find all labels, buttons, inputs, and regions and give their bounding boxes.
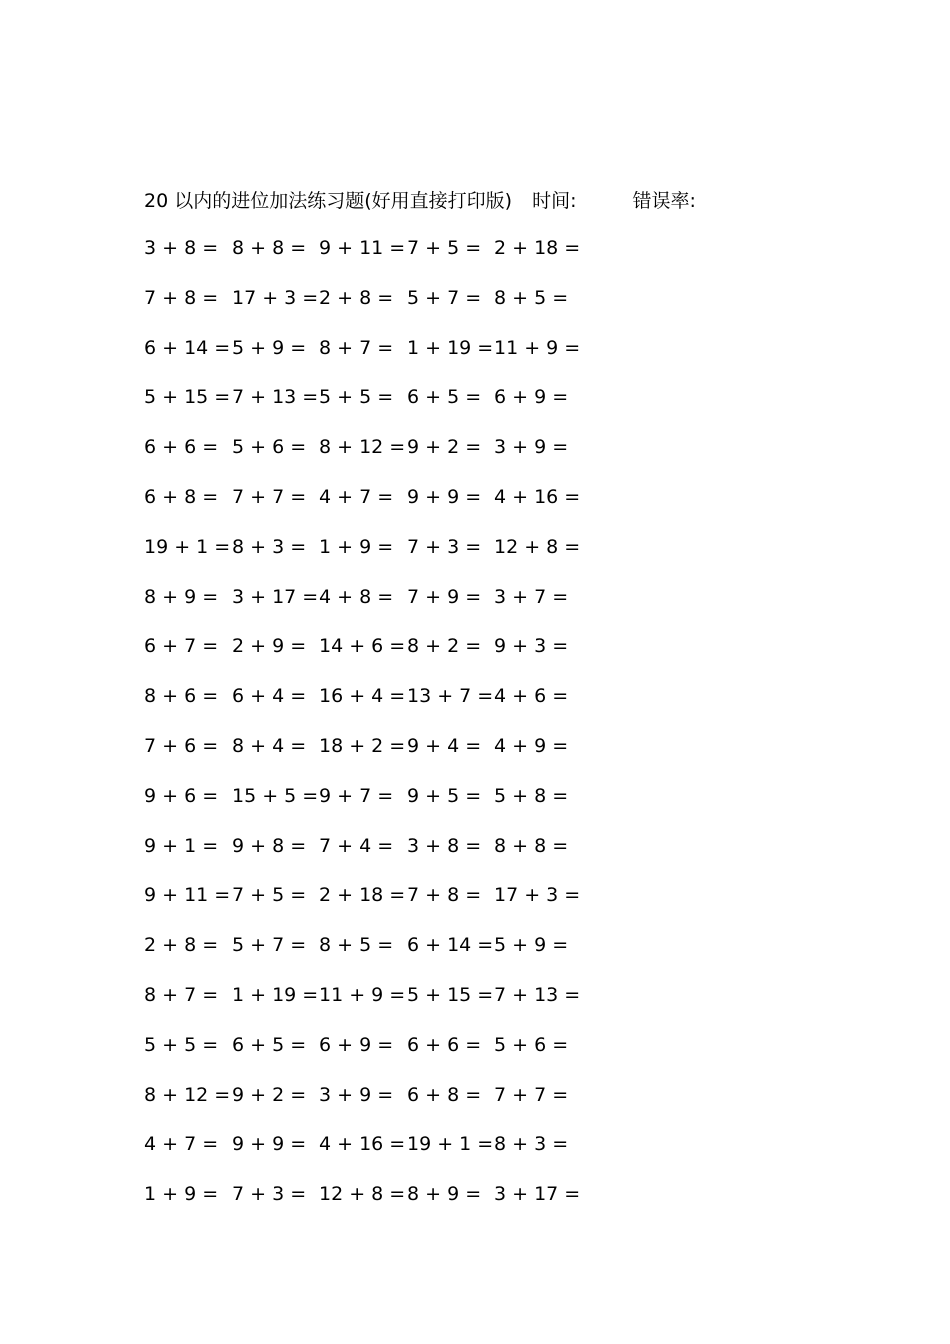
problem-row <box>144 722 614 772</box>
addition-problem: 6 + 6 = <box>407 1033 482 1056</box>
problem-row <box>144 921 614 971</box>
time-label: 时间: <box>532 190 577 212</box>
addition-problem: 3 + 17 = <box>232 585 319 608</box>
addition-problem: 9 + 8 = <box>232 834 307 857</box>
addition-problem: 9 + 1 = <box>144 834 219 857</box>
addition-problem: 11 + 9 = <box>319 983 406 1006</box>
addition-problem: 3 + 8 = <box>407 834 482 857</box>
problem-row <box>144 1170 614 1220</box>
problem-row <box>144 672 614 722</box>
addition-problem: 9 + 11 = <box>319 237 406 259</box>
addition-problem: 9 + 5 = <box>407 784 482 807</box>
addition-problem: 6 + 14 = <box>144 336 231 359</box>
problem-row <box>144 871 614 921</box>
addition-problem: 9 + 9 = <box>407 485 482 508</box>
addition-problem: 6 + 9 = <box>319 1033 394 1056</box>
addition-problem: 5 + 9 = <box>494 934 569 957</box>
addition-problem: 7 + 9 = <box>407 585 482 608</box>
addition-problem: 2 + 8 = <box>319 286 394 309</box>
addition-problem: 6 + 6 = <box>144 436 219 459</box>
addition-problem: 8 + 5 = <box>319 934 394 957</box>
problem-row <box>144 772 614 822</box>
problem-row <box>144 971 614 1021</box>
addition-problem: 4 + 6 = <box>494 685 569 708</box>
problem-row <box>144 822 614 872</box>
addition-problem: 4 + 8 = <box>319 585 394 608</box>
addition-problem: 8 + 3 = <box>232 535 307 558</box>
addition-problem: 14 + 6 = <box>319 635 406 658</box>
addition-problem: 19 + 1 = <box>144 535 231 558</box>
addition-problem: 4 + 16 = <box>494 485 581 508</box>
addition-problem: 5 + 6 = <box>232 436 307 459</box>
addition-problem: 9 + 7 = <box>319 784 394 807</box>
addition-problem: 8 + 8 = <box>494 834 569 857</box>
addition-problem: 8 + 8 = <box>232 237 307 259</box>
addition-problem: 7 + 3 = <box>407 535 482 558</box>
addition-problem: 11 + 9 = <box>494 336 581 359</box>
addition-problem: 15 + 5 = <box>232 784 319 807</box>
addition-problem: 18 + 2 = <box>319 734 406 757</box>
addition-problem: 7 + 13 = <box>494 983 581 1006</box>
addition-problem: 2 + 18 = <box>494 237 581 259</box>
addition-problem: 1 + 19 = <box>232 983 319 1006</box>
addition-problem: 6 + 4 = <box>232 685 307 708</box>
addition-problem: 6 + 7 = <box>144 635 219 658</box>
addition-problem: 8 + 2 = <box>407 635 482 658</box>
addition-problem: 7 + 8 = <box>144 286 219 309</box>
addition-problem: 3 + 9 = <box>494 436 569 459</box>
addition-problem: 8 + 6 = <box>144 685 219 708</box>
problem-row <box>144 1120 614 1170</box>
addition-problem: 9 + 4 = <box>407 734 482 757</box>
addition-problem: 8 + 3 = <box>494 1133 569 1156</box>
addition-problem: 16 + 4 = <box>319 685 406 708</box>
worksheet-header <box>144 186 696 216</box>
addition-problem: 7 + 8 = <box>407 884 482 907</box>
addition-problem: 12 + 8 = <box>494 535 581 558</box>
addition-problem: 7 + 5 = <box>232 884 307 907</box>
addition-problem: 5 + 7 = <box>407 286 482 309</box>
addition-problem: 2 + 18 = <box>319 884 406 907</box>
addition-problem: 5 + 8 = <box>494 784 569 807</box>
addition-problem: 5 + 7 = <box>232 934 307 957</box>
addition-problem: 6 + 14 = <box>407 934 494 957</box>
addition-problem: 8 + 9 = <box>407 1183 482 1206</box>
addition-problem: 5 + 6 = <box>494 1033 569 1056</box>
addition-problem: 1 + 19 = <box>407 336 494 359</box>
addition-problem: 6 + 5 = <box>407 386 482 409</box>
problem-row <box>144 224 614 274</box>
addition-problem: 1 + 9 = <box>319 535 394 558</box>
addition-problem: 7 + 7 = <box>494 1083 569 1106</box>
error-rate-label: 错误率: <box>632 190 696 212</box>
problem-row <box>144 1071 614 1121</box>
addition-problem: 7 + 4 = <box>319 834 394 857</box>
addition-problem: 3 + 8 = <box>144 237 219 259</box>
problem-row <box>144 274 614 324</box>
addition-problem: 7 + 6 = <box>144 734 219 757</box>
problem-row <box>144 523 614 573</box>
addition-problem: 6 + 8 = <box>407 1083 482 1106</box>
addition-problem: 8 + 4 = <box>232 734 307 757</box>
problem-row <box>144 423 614 473</box>
addition-problem: 9 + 9 = <box>232 1133 307 1156</box>
problem-grid <box>144 224 614 1220</box>
addition-problem: 5 + 15 = <box>407 983 494 1006</box>
addition-problem: 9 + 2 = <box>407 436 482 459</box>
addition-problem: 9 + 6 = <box>144 784 219 807</box>
addition-problem: 6 + 9 = <box>494 386 569 409</box>
addition-problem: 8 + 12 = <box>144 1083 231 1106</box>
addition-problem: 8 + 9 = <box>144 585 219 608</box>
addition-problem: 17 + 3 = <box>494 884 581 907</box>
addition-problem: 3 + 17 = <box>494 1183 581 1206</box>
addition-problem: 4 + 7 = <box>144 1133 219 1156</box>
problem-row <box>144 573 614 623</box>
addition-problem: 12 + 8 = <box>319 1183 406 1206</box>
addition-problem: 2 + 8 = <box>144 934 219 957</box>
problem-row <box>144 1021 614 1071</box>
problem-row <box>144 373 614 423</box>
addition-problem: 4 + 16 = <box>319 1133 406 1156</box>
addition-problem: 13 + 7 = <box>407 685 494 708</box>
problem-row <box>144 622 614 672</box>
addition-problem: 17 + 3 = <box>232 286 319 309</box>
problem-row <box>144 324 614 374</box>
addition-problem: 9 + 2 = <box>232 1083 307 1106</box>
addition-problem: 3 + 9 = <box>319 1083 394 1106</box>
addition-problem: 9 + 11 = <box>144 884 231 907</box>
problem-row <box>144 473 614 523</box>
addition-problem: 5 + 5 = <box>144 1033 219 1056</box>
addition-problem: 7 + 7 = <box>232 485 307 508</box>
addition-problem: 6 + 5 = <box>232 1033 307 1056</box>
addition-problem: 4 + 9 = <box>494 734 569 757</box>
addition-problem: 5 + 9 = <box>232 336 307 359</box>
addition-problem: 2 + 9 = <box>232 635 307 658</box>
addition-problem: 9 + 3 = <box>494 635 569 658</box>
addition-problem: 8 + 5 = <box>494 286 569 309</box>
addition-problem: 19 + 1 = <box>407 1133 494 1156</box>
addition-problem: 4 + 7 = <box>319 485 394 508</box>
addition-problem: 5 + 5 = <box>319 386 394 409</box>
addition-problem: 6 + 8 = <box>144 485 219 508</box>
addition-problem: 7 + 5 = <box>407 237 482 259</box>
addition-problem: 5 + 15 = <box>144 386 231 409</box>
addition-problem: 8 + 7 = <box>144 983 219 1006</box>
addition-problem: 1 + 9 = <box>144 1183 219 1206</box>
addition-problem: 8 + 7 = <box>319 336 394 359</box>
addition-problem: 8 + 12 = <box>319 436 406 459</box>
addition-problem: 3 + 7 = <box>494 585 569 608</box>
worksheet-title: 20 以内的进位加法练习题(好用直接打印版) <box>144 190 513 212</box>
addition-problem: 7 + 3 = <box>232 1183 307 1206</box>
addition-problem: 7 + 13 = <box>232 386 319 409</box>
